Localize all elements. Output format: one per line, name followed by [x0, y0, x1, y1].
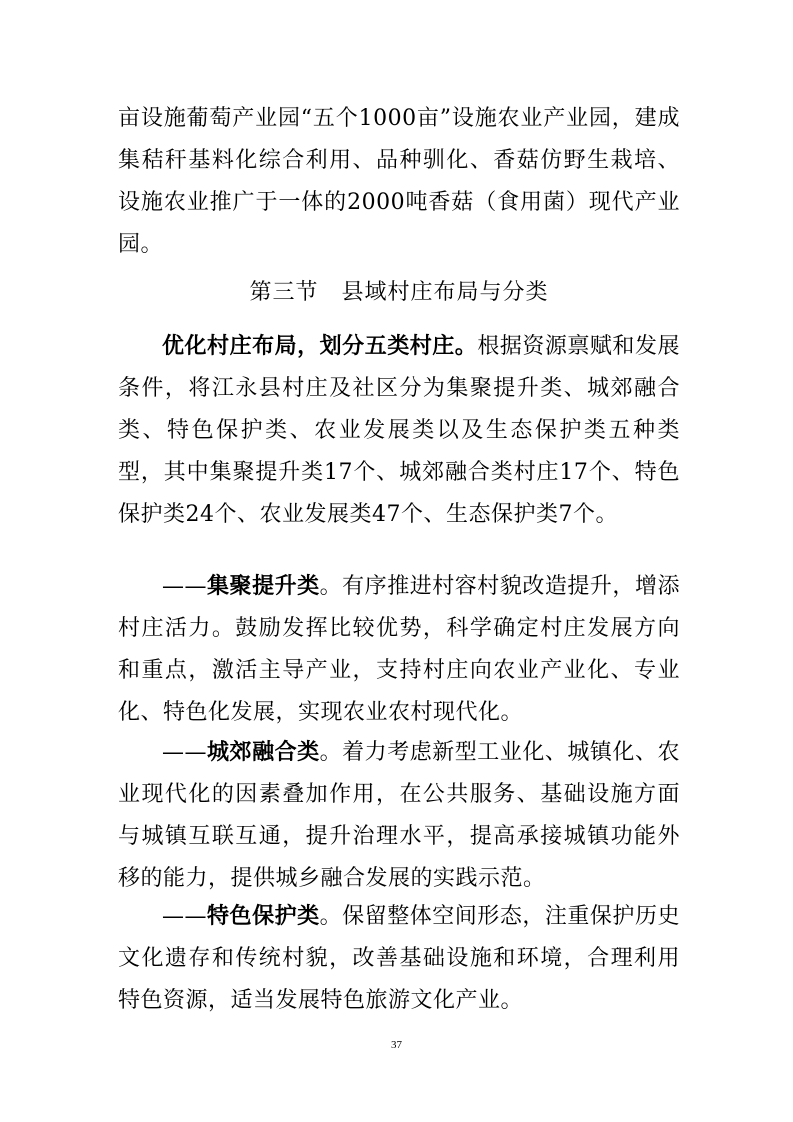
category-title: 城郊融合类	[207, 740, 320, 765]
category-prefix-dash: ——	[162, 740, 207, 765]
category-text: 。着力考虑新型工业化、城镇化、农业现代化的因素叠加作用，在公共服务、基础设施方面与城镇互联互通，提升治理水平，提高承接城镇功能外移的能力，提供城乡融合发展的实践示范。	[118, 740, 680, 891]
category-paragraph-suburban-integration	[118, 732, 680, 900]
category-text: 。保留整体空间形态，注重保护历史文化遗存和传统村貌，改善基础设施和环境，合理利用特色资源，适当发展特色旅游文化产业。	[118, 904, 680, 1013]
main-paragraph-text: 根据资源禀赋和发展条件，将江永县村庄及社区分为集聚提升类、城郊融合类、特色保护类、农业发展类以及生态保护类五种类型，其中集聚提升类17个、城郊融合类村庄17个、特色保护类24个、农业发展类47个、生态保护类7个。	[118, 334, 680, 527]
main-paragraph	[118, 326, 680, 536]
main-paragraph-lead: 优化村庄布局，划分五类村庄。	[162, 334, 478, 359]
intro-paragraph: 亩设施葡萄产业园“五个1000亩”设施农业产业园，建成集秸秆基料化综合利用、品种驯化、香菇仿野生栽培、设施农业推广于一体的2000吨香菇（食用菌）现代产业园。	[118, 106, 680, 257]
section-heading: 第三节 县域村庄布局与分类	[249, 280, 549, 305]
category-paragraph-characteristic-protection	[118, 896, 680, 1022]
category-title: 集聚提升类	[207, 574, 320, 599]
category-prefix-dash: ——	[162, 904, 207, 929]
category-text: 。有序推进村容村貌改造提升，增添村庄活力。鼓励发挥比较优势，科学确定村庄发展方向和重点，激活主导产业，支持村庄向农业产业化、专业化、特色化发展，实现农业农村现代化。	[118, 574, 680, 725]
category-title: 特色保护类	[207, 904, 320, 929]
category-prefix-dash: ——	[162, 574, 207, 599]
page-number: 37	[391, 1039, 402, 1051]
category-paragraph-cluster-upgrade	[118, 566, 680, 734]
